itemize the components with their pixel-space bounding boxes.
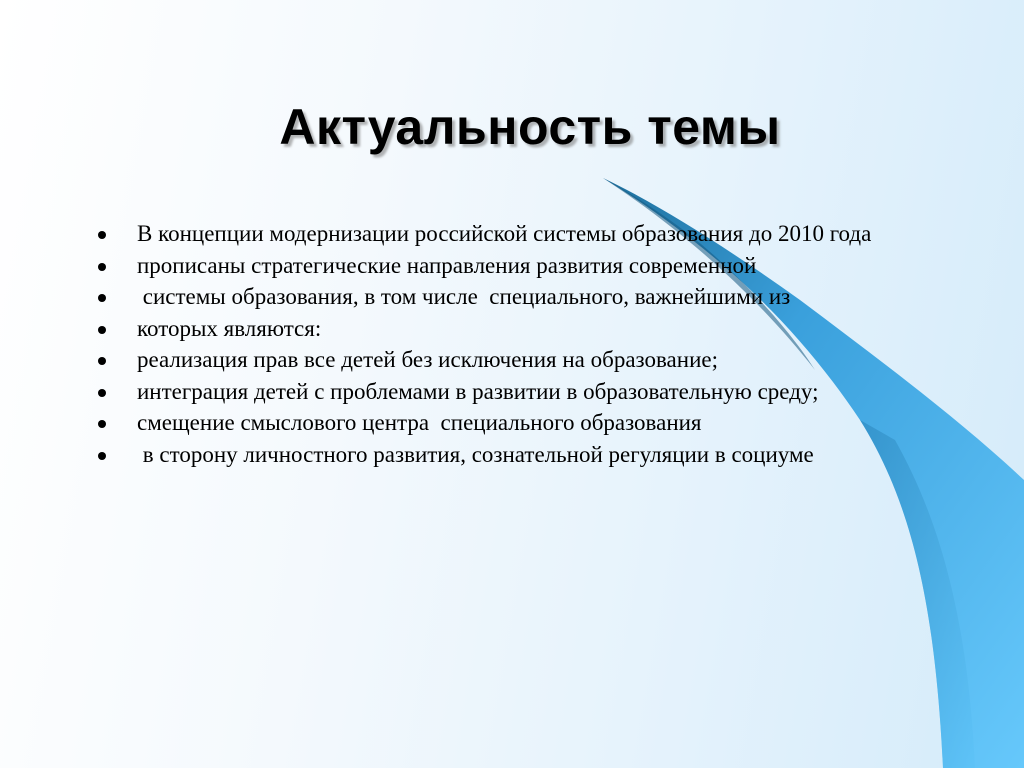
bullet-dot-icon (98, 420, 106, 428)
bullet-dot-icon (98, 326, 106, 334)
bullet-text: В концепции модернизации российской системы образования до 2010 года (137, 221, 872, 246)
list-item (92, 380, 952, 403)
list-item (92, 285, 952, 308)
list-item (92, 348, 952, 371)
bullet-dot-icon (98, 357, 106, 365)
bullet-text: системы образования, в том числе специального, важнейшими из (137, 284, 791, 309)
bullet-dot-icon (98, 263, 106, 271)
list-item (92, 222, 952, 245)
list-item (92, 317, 952, 340)
list-item (92, 443, 952, 466)
bullet-dot-icon (98, 452, 106, 460)
slide-title: Актуальность темы (279, 99, 781, 155)
bullet-text: в сторону личностного развития, сознательной регуляции в социуме (137, 441, 814, 467)
bullet-text: прописаны стратегические направления развития современной (137, 252, 757, 278)
list-item (92, 254, 952, 277)
bullet-dot-icon (98, 294, 106, 302)
bullet-text: которых являются: (137, 315, 322, 341)
list-item (92, 411, 952, 434)
bullet-dot-icon (98, 231, 106, 239)
bullet-list (92, 222, 952, 474)
bullet-text: реализация прав все детей без исключения на образование; (137, 347, 718, 372)
bullet-text: смещение смыслового центра специального образования (137, 410, 702, 435)
bullet-dot-icon (98, 389, 106, 397)
bullet-text: интеграция детей с проблемами в развитии в образовательную среду; (137, 378, 819, 404)
